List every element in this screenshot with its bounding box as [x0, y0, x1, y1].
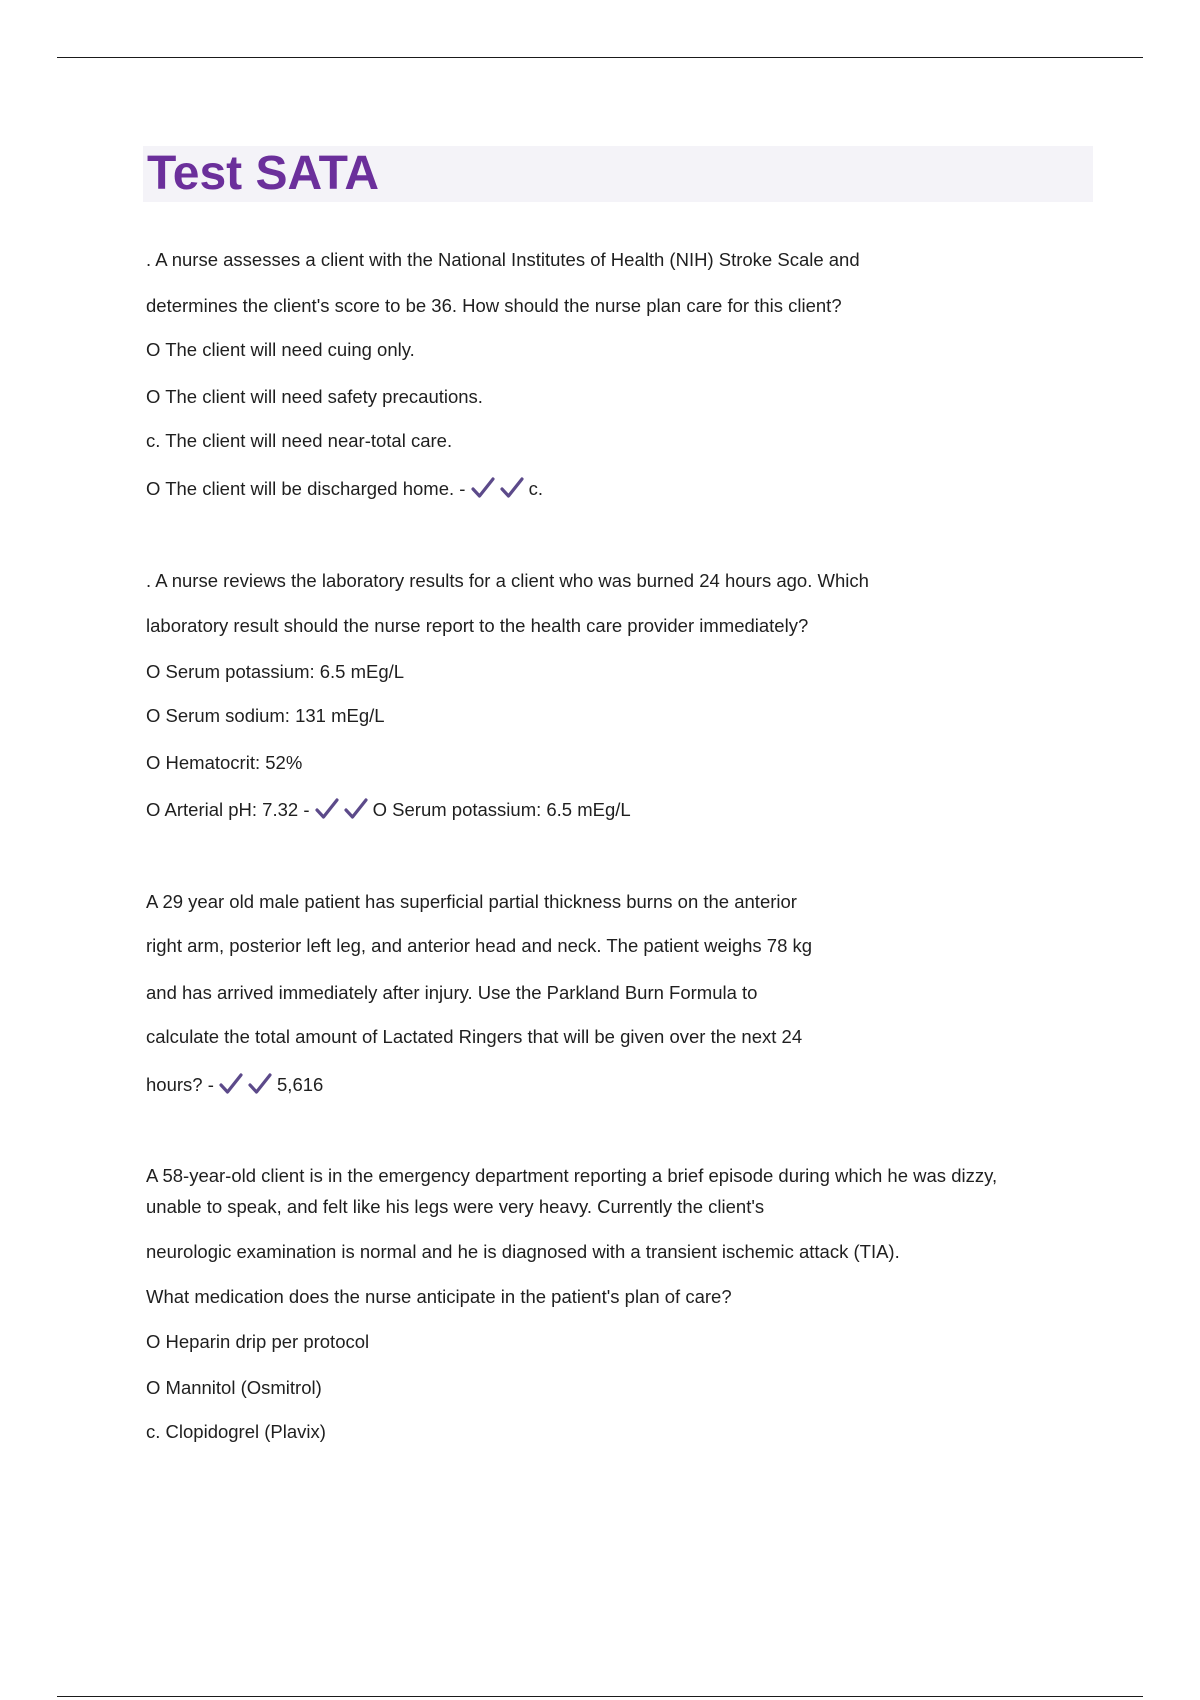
q3-line-4: calculate the total amount of Lactated Ringers that will be given over the next 24 — [146, 1026, 803, 1047]
q3-line-1: A 29 year old male patient has superficial partial thickness burns on the anterior — [146, 891, 797, 912]
q2-option-d: O Arterial pH: 7.32 - — [146, 799, 315, 820]
q1-option-d: O The client will be discharged home. - — [146, 478, 471, 499]
q2-line-2: laboratory result should the nurse report to the health care provider immediately? — [146, 615, 809, 636]
q4-line-2: unable to speak, and felt like his legs were very heavy. Currently the client's — [146, 1196, 765, 1217]
bottom-rule — [57, 1696, 1143, 1697]
checkmark-icon — [219, 1073, 243, 1095]
q2-option-a: O Serum potassium: 6.5 mEg/L — [146, 661, 405, 682]
q1-line-1: . A nurse assesses a client with the National Institutes of Health (NIH) Stroke Scale and — [146, 249, 860, 270]
checkmark-icon — [500, 477, 524, 499]
q2-answer: O Serum potassium: 6.5 mEg/L — [372, 799, 631, 820]
q3-question-end: hours? - — [146, 1074, 220, 1095]
q3-answer-line — [146, 1073, 323, 1097]
q2-answer-line — [146, 798, 631, 822]
checkmark-icon — [471, 477, 495, 499]
checkmark-icon — [315, 798, 339, 820]
q1-option-b: O The client will need safety precautions. — [146, 386, 483, 407]
title-band — [143, 146, 1093, 202]
checkmark-icon — [248, 1073, 272, 1095]
q3-answer: 5,616 — [277, 1074, 324, 1095]
q4-option-c: c. Clopidogrel (Plavix) — [146, 1421, 326, 1442]
q2-line-1: . A nurse reviews the laboratory results for a client who was burned 24 hours ago. Which — [146, 570, 869, 591]
q4-line-4: What medication does the nurse anticipate in the patient's plan of care? — [146, 1286, 732, 1307]
top-rule — [57, 57, 1143, 58]
q1-option-c: c. The client will need near-total care. — [146, 430, 453, 451]
q1-option-a: O The client will need cuing only. — [146, 339, 415, 360]
page-title: Test SATA — [147, 147, 380, 200]
q1-line-2: determines the client's score to be 36. How should the nurse plan care for this client? — [146, 295, 842, 316]
q4-option-a: O Heparin drip per protocol — [146, 1331, 370, 1352]
q2-option-c: O Hematocrit: 52% — [146, 752, 303, 773]
q1-answer-line — [146, 477, 543, 501]
q1-answer: c. — [528, 478, 543, 499]
q3-line-3: and has arrived immediately after injury. Use the Parkland Burn Formula to — [146, 982, 758, 1003]
q4-option-b: O Mannitol (Osmitrol) — [146, 1377, 322, 1398]
checkmark-icon — [344, 798, 368, 820]
q4-line-3: neurologic examination is normal and he is diagnosed with a transient ischemic attack (TIA). — [146, 1241, 900, 1262]
q4-line-1: A 58-year-old client is in the emergency department reporting a brief episode during which he was dizzy, — [146, 1165, 998, 1186]
q2-option-b: O Serum sodium: 131 mEg/L — [146, 705, 385, 726]
q3-line-2: right arm, posterior left leg, and anterior head and neck. The patient weighs 78 kg — [146, 935, 813, 956]
